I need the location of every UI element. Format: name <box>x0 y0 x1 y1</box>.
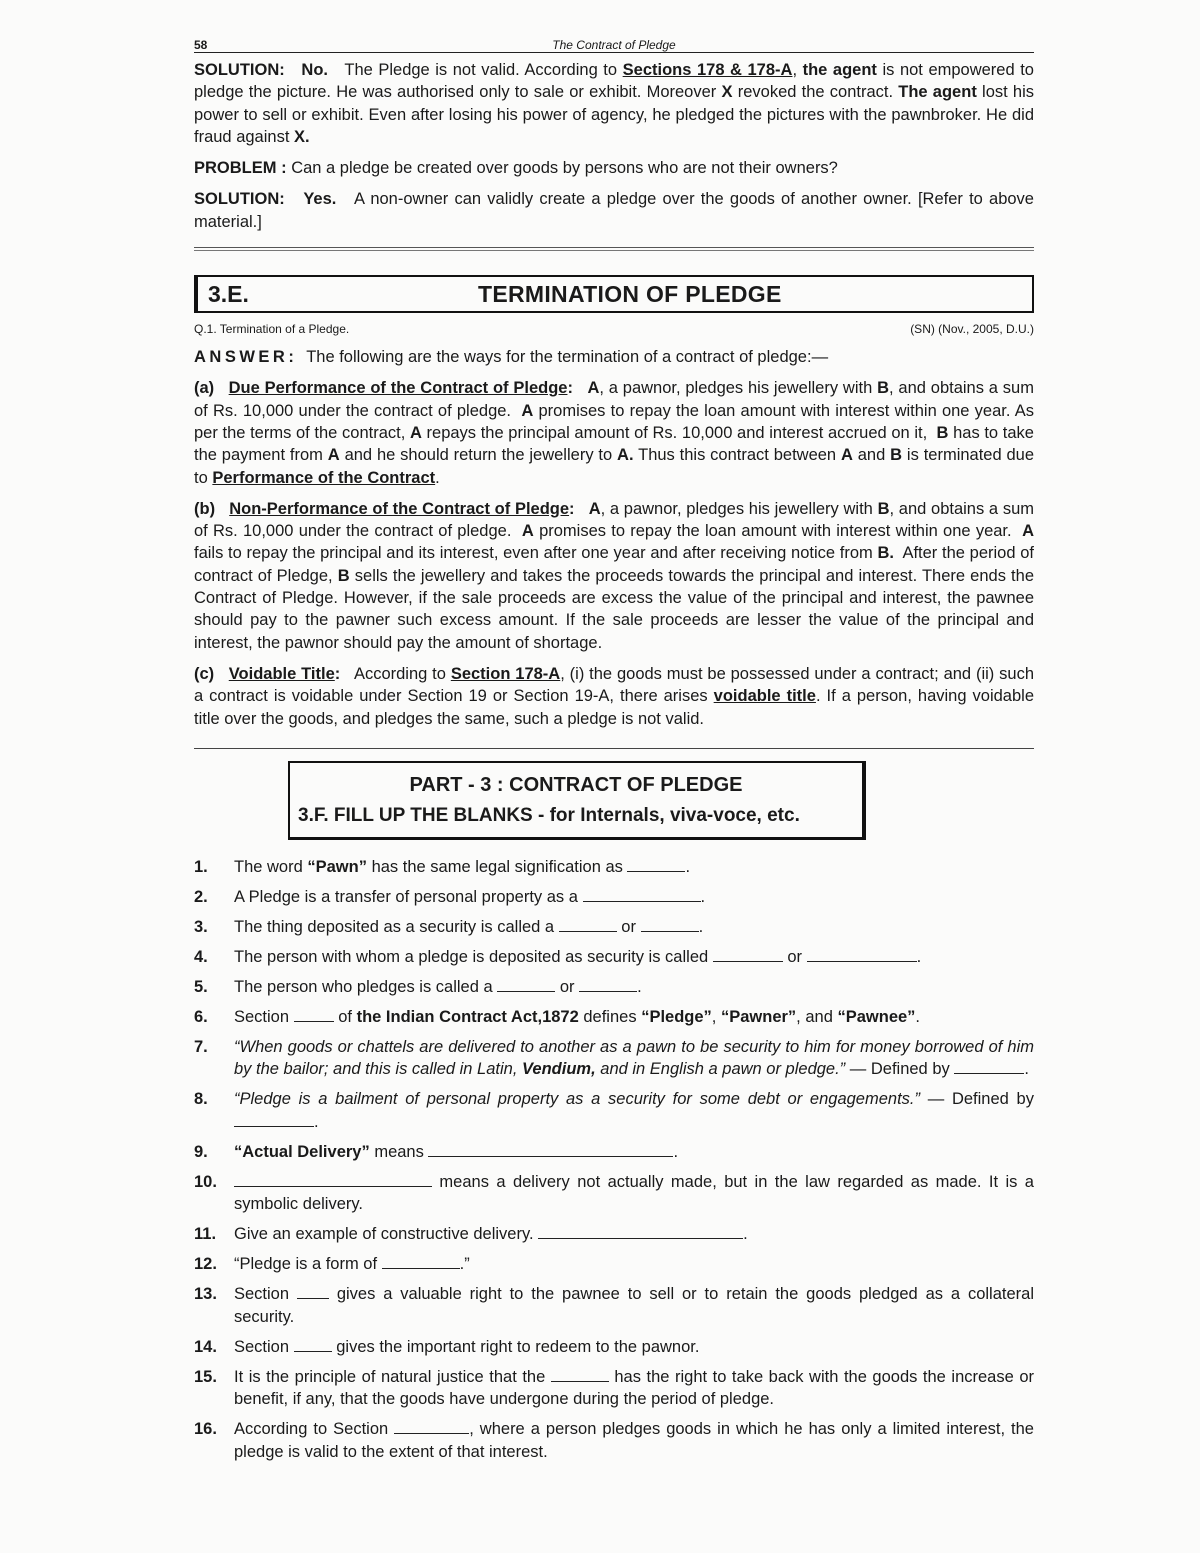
divider <box>194 247 1034 251</box>
blank-line <box>641 917 699 932</box>
blank-line <box>954 1059 1024 1074</box>
problem-paragraph: PROBLEM : Can a pledge be created over goods by persons who are not their owners? <box>194 159 838 178</box>
blank-line <box>579 977 637 992</box>
paragraph-b-heading: Non-Performance of the Contract of Pledge <box>229 499 570 518</box>
list-item: 1. The word “Pawn” has the same legal signification as . <box>194 857 691 876</box>
blank-line <box>713 947 783 962</box>
answer-intro: ANSWER: The following are the ways for the termination of a contract of pledge:— <box>194 348 829 367</box>
blank-line <box>428 1142 673 1157</box>
paragraph-c: (c) Voidable Title: According to Section 178-A, (i) the goods must be possessed under a contract; and (ii) such a contract is voidable under Section 19 or Section 19-A, there arises voidable title. If a person, having voidable title over the goods, and pledges the same, such a pledge is not valid. <box>194 664 1035 728</box>
section-heading-box <box>194 275 1034 313</box>
answer-label: ANSWER: <box>194 348 298 367</box>
paragraph-c-heading: Voidable Title <box>228 664 335 683</box>
fill-blanks-list <box>194 856 1034 1464</box>
sections-reference: Sections 178 & 178-A <box>622 61 793 79</box>
section-number: 3.E. <box>208 280 249 307</box>
divider <box>194 748 1034 749</box>
question-label: Q.1. Termination of a Pledge. <box>194 322 350 337</box>
blank-line <box>538 1224 743 1239</box>
blank-line <box>559 917 617 932</box>
section-title: TERMINATION OF PLEDGE <box>478 280 782 307</box>
list-item: 8. “Pledge is a bailment of personal property as a security for some debt or engagements.” — Defined by . <box>194 1090 1034 1131</box>
blank-line <box>497 977 555 992</box>
list-item: 10. means a delivery not actually made, but in the law regarded as made. It is a symbolic delivery. <box>194 1172 1034 1214</box>
part-heading-box <box>288 761 866 840</box>
solution-paragraph-1: SOLUTION: No. The Pledge is not valid. According to Sections 178 & 178-A, the agent is not empowered to pledge the picture. He was authorised only to sale or exhibit. Moreover X revoked the contract. The agent lost his power to sell or exhibit. Even after losing his power of agency, he pledged the pictures with the pawnbroker. He did fraud against X. <box>194 61 1035 146</box>
blank-line <box>294 1337 332 1352</box>
paragraph-b: (b) Non-Performance of the Contract of Pledge: A, a pawnor, pledges his jewellery with B, and obtains a sum of Rs. 10,000 under the contract of pledge. A promises to repay the loan amount with interest within one year. A fails to repay the principal and its interest, even after one year and after receiving notice from B. After the period of contract of Pledge, B sells the jewellery and takes the proceeds towards the principal and interest. There ends the Contract of Pledge. However, if the sale proceeds are excess the value of the principal and interest, the pawnee should pay to the pawner such excess amount. If the sale proceeds are lesser the value of the principal and interest, the pawnor should pay the amount of shortage. <box>194 499 1035 652</box>
list-item: 4. The person with whom a pledge is deposited as security is called or . <box>194 947 922 966</box>
blank-line <box>382 1254 460 1269</box>
list-item: 13. Section gives a valuable right to the pawnee to sell or to retain the goods pledged as a collateral security. <box>194 1285 1034 1326</box>
list-item: 3. The thing deposited as a security is called a or . <box>194 917 704 936</box>
question-line <box>194 322 1034 336</box>
blank-line <box>627 857 685 872</box>
blank-line <box>234 1172 432 1187</box>
blank-line <box>294 1007 334 1022</box>
part-subtitle: 3.F. FILL UP THE BLANKS - for Internals, viva-voce, etc. <box>298 804 800 826</box>
page-content <box>194 34 1034 1471</box>
blank-line <box>807 947 917 962</box>
blank-line <box>234 1112 314 1127</box>
list-item: 6. Section of the Indian Contract Act,1872 defines “Pledge”, “Pawner”, and “Pawnee”. <box>194 1007 921 1026</box>
list-item: 9. “Actual Delivery” means . <box>194 1142 679 1161</box>
list-item: 14. Section gives the important right to redeem to the pawnor. <box>194 1337 700 1356</box>
blank-line <box>583 887 701 902</box>
list-item: 11. Give an example of constructive delivery. . <box>194 1225 748 1244</box>
blank-line <box>394 1419 469 1434</box>
paragraph-a-heading: Due Performance of the Contract of Pledge <box>228 379 568 398</box>
list-item: 15. It is the principle of natural justice that the has the right to take back with the goods the increase or benefit, if any, that the goods have undergone during the period of pledge. <box>194 1367 1034 1409</box>
page-number: 58 <box>194 38 208 52</box>
list-item: 16. According to Section , where a person pledges goods in which he has only a limited interest, the pledge is valid to the extent of that interest. <box>194 1420 1034 1461</box>
list-item: 2. A Pledge is a transfer of personal property as a . <box>194 887 706 906</box>
running-header <box>194 34 1034 53</box>
list-item: 7. “When goods or chattels are delivered to another as a pawn to be security to him for money borrowed of him by the bailor; and this is called in Latin, Vendium, and in English a pawn or pledge.” — Defined by . <box>194 1037 1034 1079</box>
blank-line <box>551 1367 609 1382</box>
solution-paragraph-2: SOLUTION: Yes. A non-owner can validly create a pledge over the goods of another owner. [Refer to above material.] <box>194 190 1034 231</box>
list-item: 12. “Pledge is a form of .” <box>194 1255 470 1274</box>
paragraph-a: (a) Due Performance of the Contract of Pledge: A, a pawnor, pledges his jewellery with B, and obtains a sum of Rs. 10,000 under the contract of pledge. A promises to repay the loan amount with interest within one year. As per the terms of the contract, A repays the principal amount of Rs. 10,000 and interest accrued on it, B has to take the payment from A and he should return the jewellery to A. Thus this contract between A and B is terminated due to Performance of the Contract. <box>194 379 1035 487</box>
question-source: (SN) (Nov., 2005, D.U.) <box>910 322 1034 337</box>
part-title: PART - 3 : CONTRACT OF PLEDGE <box>409 773 743 796</box>
list-item: 5. The person who pledges is called a or . <box>194 977 642 996</box>
running-title: The Contract of Pledge <box>552 38 676 52</box>
blank-line <box>297 1284 329 1299</box>
